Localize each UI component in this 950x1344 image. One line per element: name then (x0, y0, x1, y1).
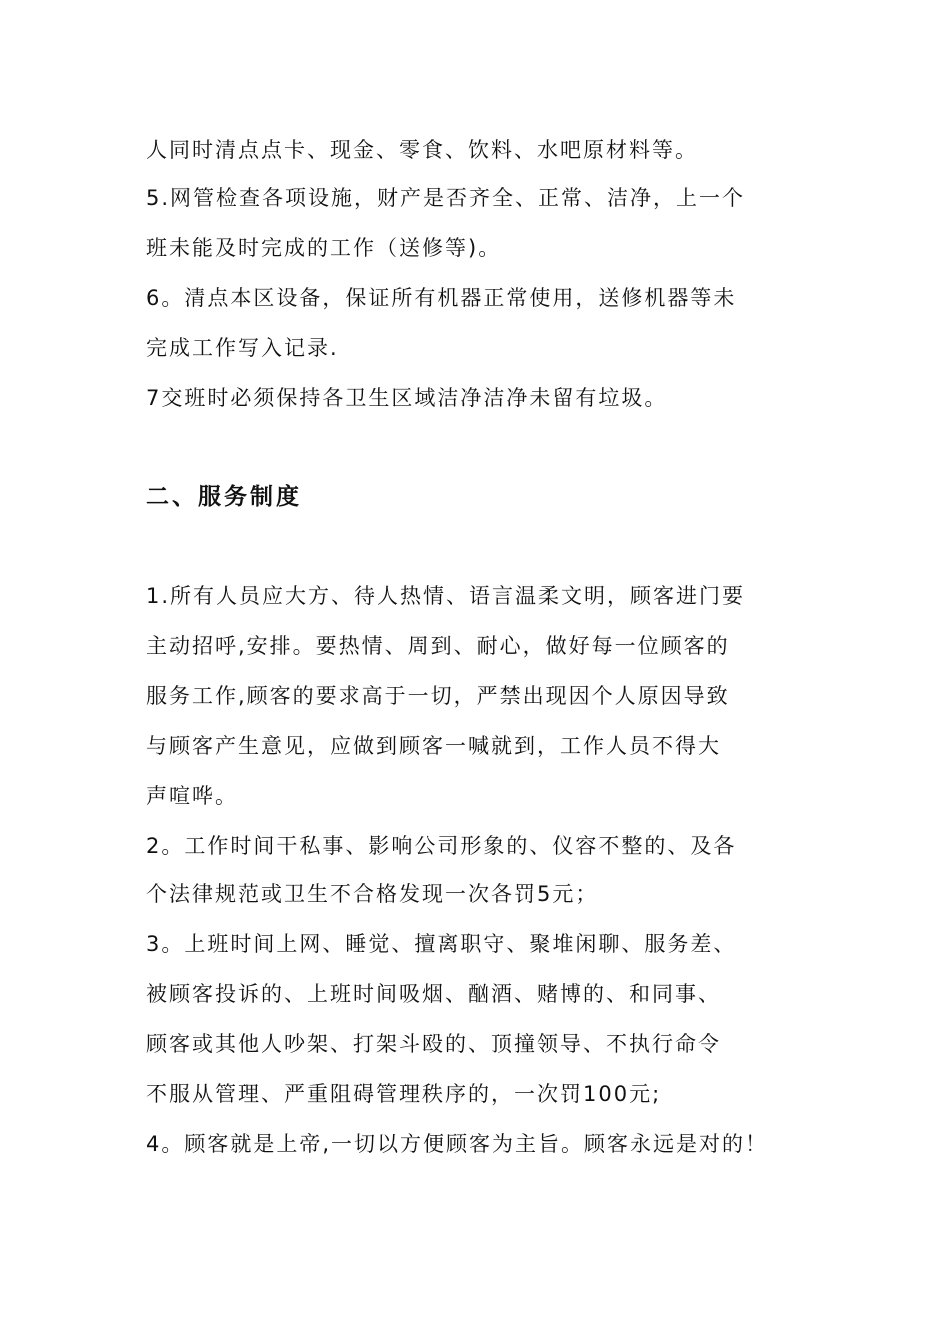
text-line: 与顾客产生意见，应做到顾客一喊就到，工作人员不得大 (146, 734, 721, 758)
text-line: 完成工作写入记录. (146, 336, 339, 360)
text-line: 不服从管理、严重阻碍管理秩序的，一次罚100元; (146, 1082, 662, 1106)
text-line: 1.所有人员应大方、待人热情、语言温柔文明，顾客进门要 (146, 584, 746, 608)
text-line: 3。上班时间上网、睡觉、擅离职守、聚堆闲聊、服务差、 (146, 932, 737, 956)
text-line: 人同时清点点卡、现金、零食、饮料、水吧原材料等。 (146, 138, 698, 162)
text-line: 5.网管检查各项设施，财产是否齐全、正常、洁净，上一个 (146, 186, 746, 210)
section-heading: 二、服务制度 (146, 484, 302, 510)
text-line: 2。工作时间干私事、影响公司形象的、仪容不整的、及各 (146, 834, 737, 858)
text-line: 7交班时必须保持各卫生区域洁净洁净未留有垃圾。 (146, 386, 668, 410)
text-line: 声喧哗。 (146, 784, 238, 808)
text-line: 个法律规范或卫生不合格发现一次各罚5元； (146, 882, 599, 906)
text-line: 被顾客投诉的、上班时间吸烟、酗酒、赌博的、和同事、 (146, 982, 721, 1006)
text-line: 4。顾客就是上帝,一切以方便顾客为主旨。顾客永远是对的！ (146, 1132, 769, 1156)
text-line: 主动招呼,安排。要热情、周到、耐心，做好每一位顾客的 (146, 634, 730, 658)
text-line: 顾客或其他人吵架、打架斗殴的、顶撞领导、不执行命令 (146, 1032, 721, 1056)
text-line: 班未能及时完成的工作（送修等)。 (146, 236, 502, 260)
text-line: 服务工作,顾客的要求高于一切，严禁出现因个人原因导致 (146, 684, 730, 708)
text-line: 6。清点本区设备，保证所有机器正常使用，送修机器等未 (146, 286, 737, 310)
